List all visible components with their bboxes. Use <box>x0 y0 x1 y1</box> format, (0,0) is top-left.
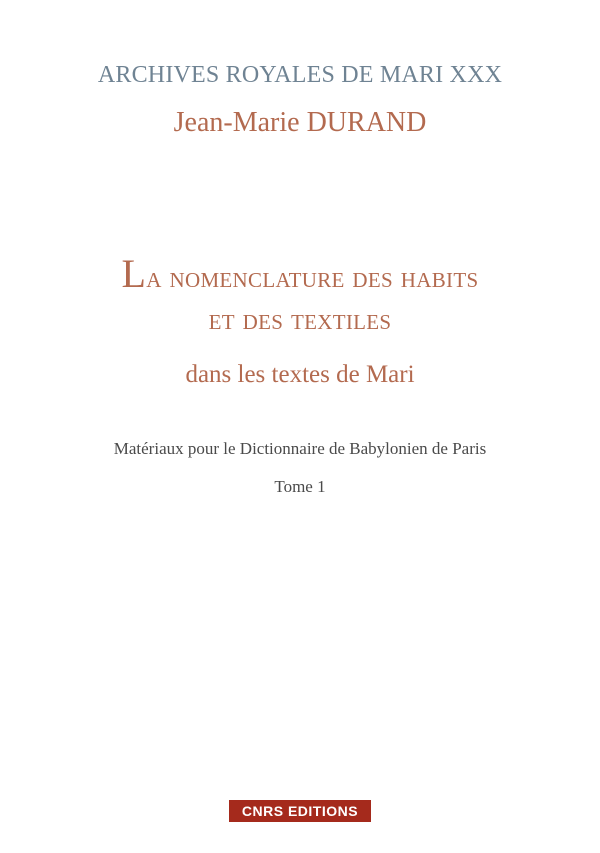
series-description: Matériaux pour le Dictionnaire de Babylonien de Paris <box>113 439 487 458</box>
series-title: ARCHIVES ROYALES DE MARI XXX <box>97 62 503 88</box>
book-title-line-1 <box>0 250 600 297</box>
author-name: Jean-Marie DURAND <box>173 107 427 138</box>
book-title-line-2: et des textiles <box>208 303 392 336</box>
book-subtitle: dans les textes de Mari <box>185 361 415 388</box>
publisher-logo: CNRS EDITIONS <box>229 800 371 822</box>
volume-number: Tome 1 <box>274 477 326 496</box>
title-initial: L <box>121 251 147 296</box>
title-line-1-rest: a nomenclature des habits <box>146 261 479 294</box>
